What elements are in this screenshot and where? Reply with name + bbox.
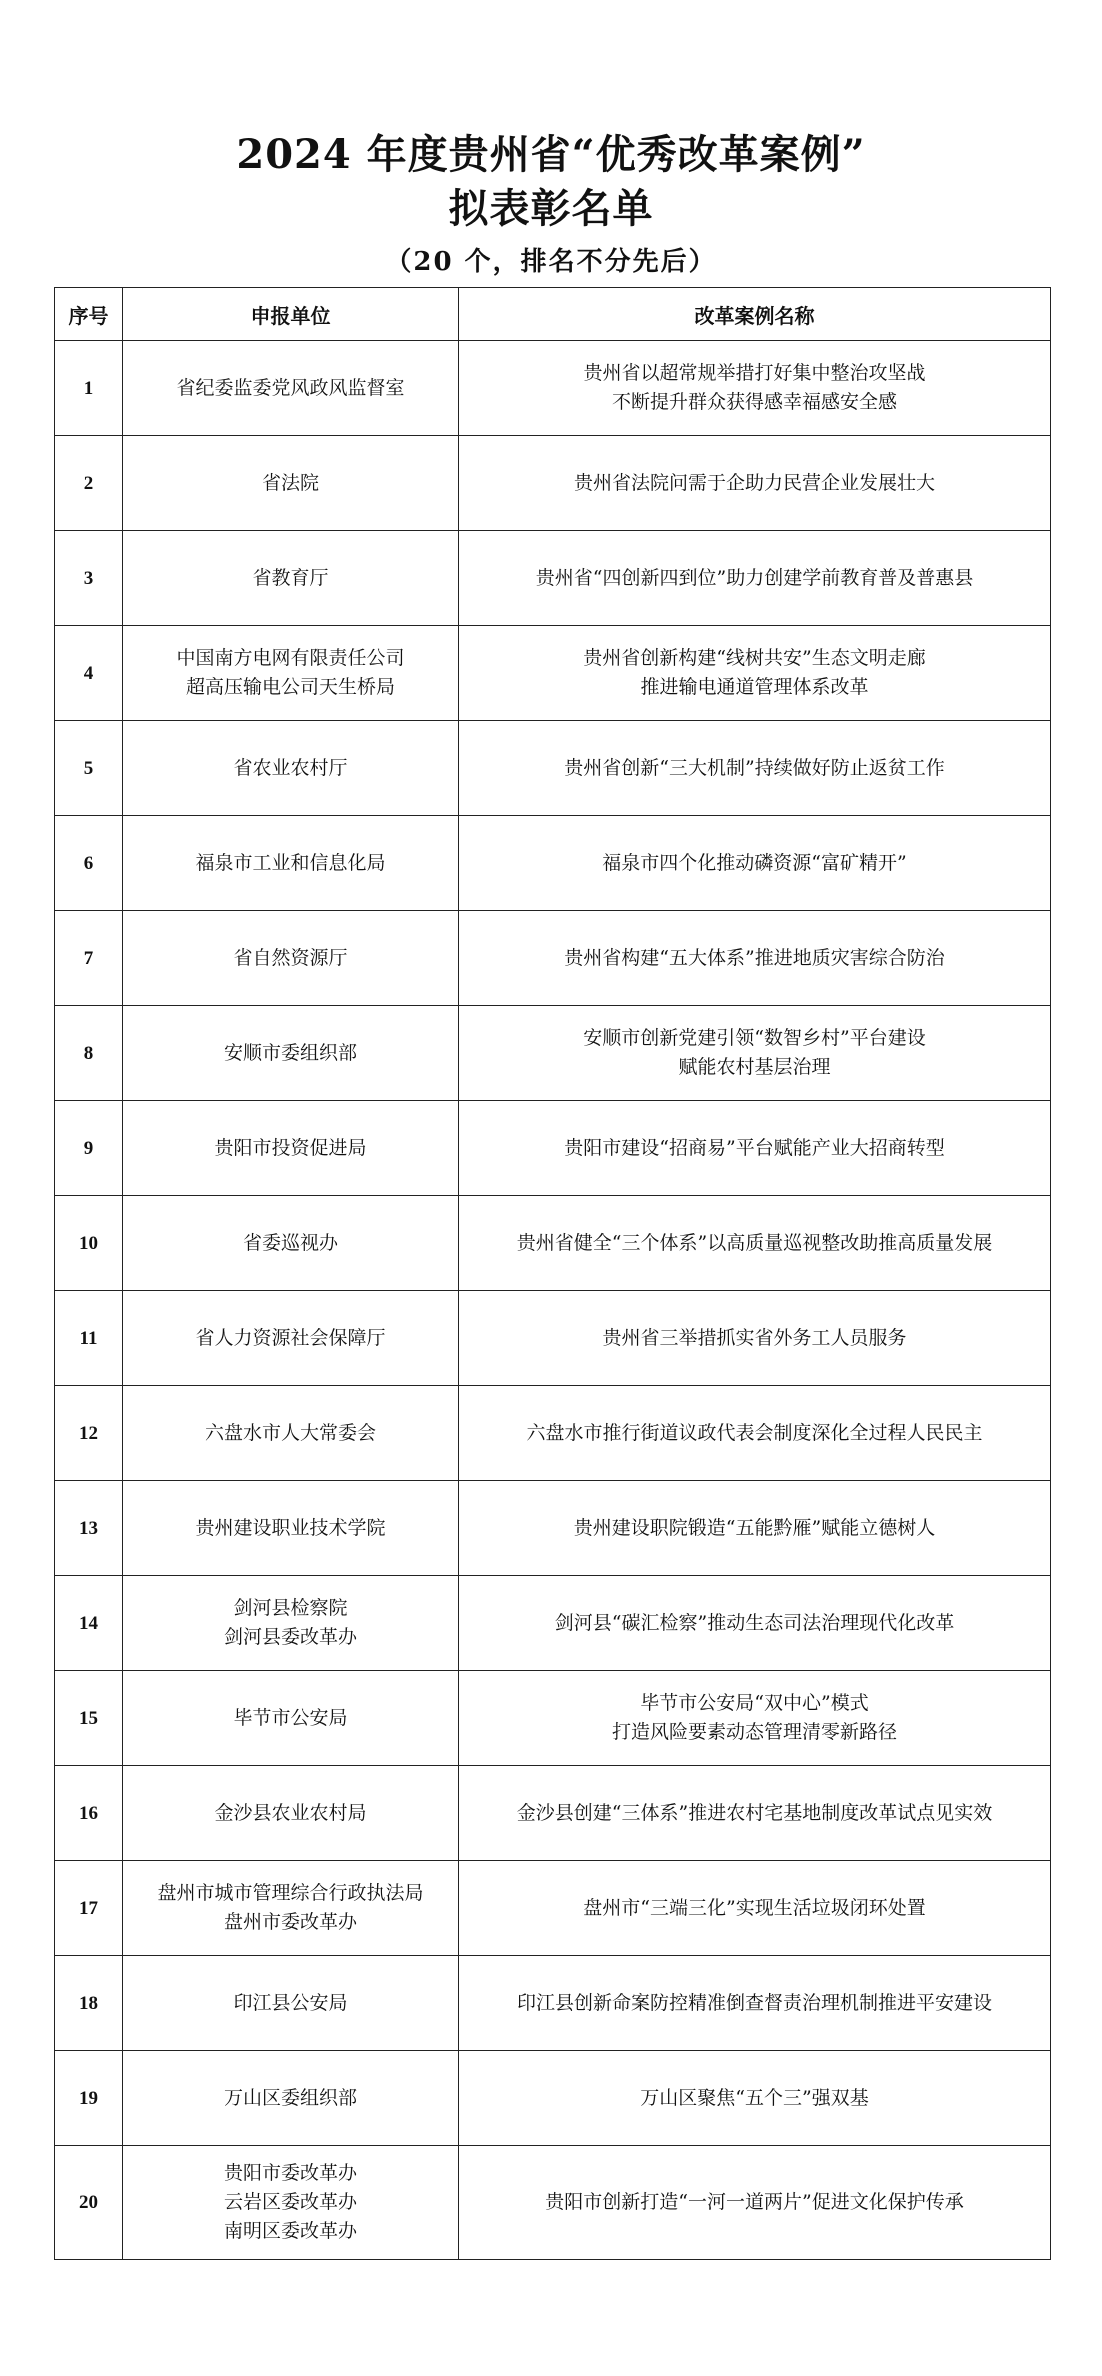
row-case-name [459, 1386, 1051, 1481]
case-line: 贵州省健全“三个体系”以高质量巡视整改助推高质量发展 [516, 1231, 993, 1254]
case-line: 贵阳市建设“招商易”平台赋能产业大招商转型 [564, 1136, 945, 1159]
table-row [55, 721, 1051, 816]
table-row [55, 626, 1051, 721]
row-index: 1 [55, 341, 123, 436]
unit-line: 金沙县农业农村局 [214, 1801, 367, 1824]
table-row [55, 816, 1051, 911]
row-index: 5 [55, 721, 123, 816]
unit-line: 贵州建设职业技术学院 [195, 1516, 386, 1539]
case-line: 金沙县创建“三体系”推进农村宅基地制度改革试点见实效 [516, 1801, 993, 1824]
row-unit [123, 2051, 459, 2146]
case-line: 贵州省三举措抓实省外务工人员服务 [602, 1326, 907, 1349]
table-body [55, 341, 1051, 2260]
unit-line: 剑河县检察院 [233, 1597, 348, 1619]
row-index: 13 [55, 1481, 123, 1576]
row-index: 19 [55, 2051, 123, 2146]
case-line: 贵阳市创新打造“一河一道两片”促进文化保护传承 [545, 2191, 964, 2213]
row-case-name [459, 2146, 1051, 2260]
row-unit [123, 1576, 459, 1671]
unit-line: 省自然资源厅 [233, 946, 348, 969]
table-row [55, 531, 1051, 626]
case-line: 印江县创新命案防控精准倒查督责治理机制推进平安建设 [516, 1991, 992, 2014]
unit-line: 省纪委监委党风政风监督室 [176, 376, 405, 399]
case-line: 贵州省构建“五大体系”推进地质灾害综合防治 [564, 946, 945, 969]
row-case-name [459, 1196, 1051, 1291]
unit-line: 万山区委组织部 [223, 2086, 357, 2109]
row-unit [123, 1196, 459, 1291]
row-case-name [459, 1291, 1051, 1386]
row-unit [123, 1386, 459, 1481]
row-case-name [459, 1671, 1051, 1766]
row-unit [123, 1671, 459, 1766]
row-index: 6 [55, 816, 123, 911]
unit-line: 福泉市工业和信息化局 [195, 851, 386, 874]
row-case-name [459, 1481, 1051, 1576]
case-line: 安顺市创新党建引领“数智乡村”平台建设 [583, 1027, 926, 1049]
case-line: 万山区聚焦“五个三”强双基 [640, 2086, 869, 2109]
row-case-name [459, 531, 1051, 626]
row-unit [123, 2146, 459, 2260]
row-unit [123, 436, 459, 531]
table-row [55, 2051, 1051, 2146]
unit-line: 南明区委改革办 [223, 2220, 357, 2242]
subtitle: （20 个，排名不分先后） [385, 247, 717, 277]
row-case-name [459, 1956, 1051, 2051]
unit-line: 贵阳市投资促进局 [214, 1136, 367, 1159]
row-case-name [459, 816, 1051, 911]
case-line: 贵州省以超常规举措打好集中整治攻坚战 [583, 362, 926, 384]
table-row [55, 1861, 1051, 1956]
unit-line: 省委巡视办 [242, 1231, 338, 1254]
table-row [55, 1006, 1051, 1101]
unit-line: 毕节市公安局 [233, 1706, 348, 1729]
table-row [55, 436, 1051, 531]
table-row [55, 1291, 1051, 1386]
row-index: 16 [55, 1766, 123, 1861]
row-unit [123, 1956, 459, 2051]
row-case-name [459, 1576, 1051, 1671]
row-case-name [459, 626, 1051, 721]
case-line: 赋能农村基层治理 [678, 1056, 831, 1078]
row-index: 9 [55, 1101, 123, 1196]
title-line-2: 拟表彰名单 [448, 185, 654, 232]
row-unit [123, 911, 459, 1006]
table-header-row [55, 288, 1051, 341]
case-line: 贵州省“四创新四到位”助力创建学前教育普及普惠县 [535, 566, 974, 589]
table-row [55, 1956, 1051, 2051]
unit-line: 省农业农村厅 [233, 756, 348, 779]
unit-line: 盘州市委改革办 [223, 1911, 357, 1933]
unit-line: 中国南方电网有限责任公司 [176, 647, 405, 669]
table-row [55, 1671, 1051, 1766]
unit-line: 六盘水市人大常委会 [204, 1421, 376, 1444]
row-case-name [459, 1766, 1051, 1861]
row-unit [123, 531, 459, 626]
row-unit [123, 1481, 459, 1576]
case-line: 剑河县“碳汇检察”推动生态司法治理现代化改革 [554, 1611, 955, 1634]
table-row [55, 911, 1051, 1006]
row-index: 7 [55, 911, 123, 1006]
table-row [55, 1576, 1051, 1671]
row-index: 11 [55, 1291, 123, 1386]
case-line: 福泉市四个化推动磷资源“富矿精开” [602, 851, 907, 874]
unit-line: 超高压输电公司天生桥局 [185, 676, 395, 698]
row-index: 12 [55, 1386, 123, 1481]
row-unit [123, 626, 459, 721]
row-index: 4 [55, 626, 123, 721]
row-index: 14 [55, 1576, 123, 1671]
row-index: 2 [55, 436, 123, 531]
unit-line: 安顺市委组织部 [223, 1041, 357, 1064]
header-unit: 申报单位 [123, 288, 459, 341]
table-row [55, 341, 1051, 436]
row-unit [123, 1101, 459, 1196]
table-row [55, 1386, 1051, 1481]
row-case-name [459, 1101, 1051, 1196]
row-index: 10 [55, 1196, 123, 1291]
row-index: 17 [55, 1861, 123, 1956]
row-unit [123, 341, 459, 436]
case-line: 打造风险要素动态管理清零新路径 [611, 1721, 897, 1743]
row-unit [123, 721, 459, 816]
title-line-1: 2024 年度贵州省“优秀改革案例” [236, 131, 866, 178]
award-list-table [54, 287, 1051, 2260]
row-index: 3 [55, 531, 123, 626]
header-case: 改革案例名称 [459, 288, 1051, 341]
table-row [55, 1766, 1051, 1861]
row-index: 18 [55, 1956, 123, 2051]
row-unit [123, 816, 459, 911]
table-row [55, 1481, 1051, 1576]
case-line: 贵州省法院问需于企助力民营企业发展壮大 [573, 471, 935, 494]
case-line: 毕节市公安局“双中心”模式 [640, 1692, 869, 1714]
row-case-name [459, 911, 1051, 1006]
row-unit [123, 1766, 459, 1861]
unit-line: 省教育厅 [252, 566, 329, 589]
row-index: 20 [55, 2146, 123, 2260]
row-unit [123, 1291, 459, 1386]
table-row [55, 1196, 1051, 1291]
row-index: 15 [55, 1671, 123, 1766]
row-case-name [459, 1006, 1051, 1101]
row-case-name [459, 341, 1051, 436]
unit-line: 云岩区委改革办 [223, 2191, 357, 2213]
unit-line: 贵阳市委改革办 [223, 2162, 357, 2184]
unit-line: 省人力资源社会保障厅 [195, 1326, 386, 1349]
table-row [55, 2146, 1051, 2260]
unit-line: 剑河县委改革办 [223, 1626, 357, 1648]
case-line: 盘州市“三端三化”实现生活垃圾闭环处置 [583, 1896, 926, 1919]
document-title [0, 128, 1102, 236]
row-unit [123, 1006, 459, 1101]
unit-line: 印江县公安局 [233, 1991, 348, 2014]
row-unit [123, 1861, 459, 1956]
row-case-name [459, 721, 1051, 816]
unit-line: 盘州市城市管理综合行政执法局 [157, 1882, 424, 1904]
case-line: 贵州建设职院锻造“五能黔雁”赋能立德树人 [573, 1516, 936, 1539]
row-case-name [459, 1861, 1051, 1956]
case-line: 贵州省创新“三大机制”持续做好防止返贫工作 [564, 756, 945, 779]
unit-line: 省法院 [261, 471, 319, 494]
table-row [55, 1101, 1051, 1196]
case-line: 贵州省创新构建“线树共安”生态文明走廊 [583, 647, 926, 669]
row-case-name [459, 2051, 1051, 2146]
case-line: 六盘水市推行街道议政代表会制度深化全过程人民民主 [526, 1421, 983, 1444]
row-case-name [459, 436, 1051, 531]
row-index: 8 [55, 1006, 123, 1101]
case-line: 推进输电通道管理体系改革 [640, 676, 869, 698]
header-index: 序号 [55, 288, 123, 341]
case-line: 不断提升群众获得感幸福感安全感 [611, 391, 897, 413]
